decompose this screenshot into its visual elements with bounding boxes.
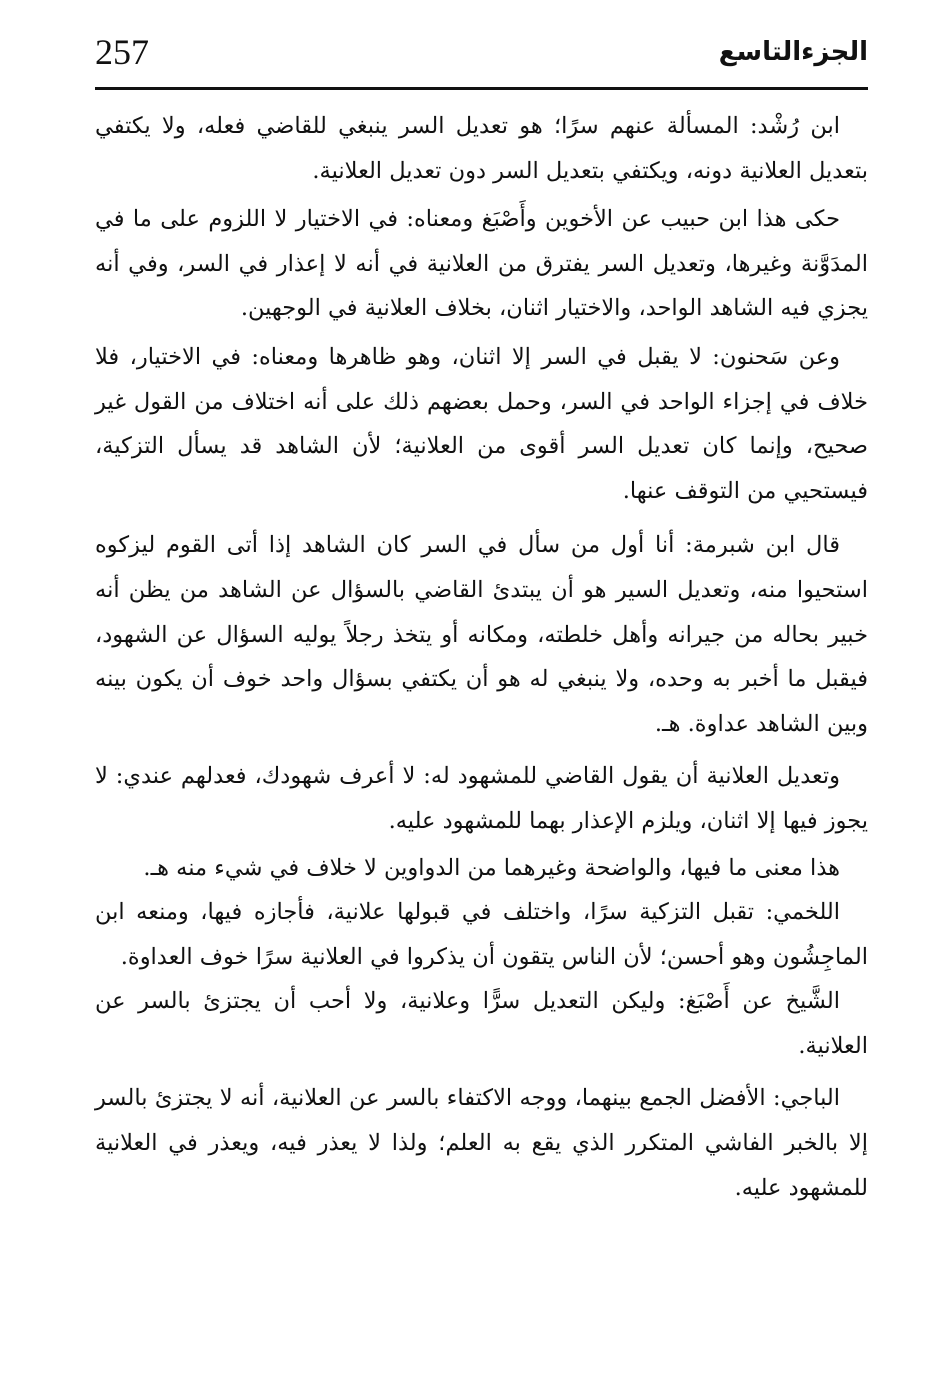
body-text [95, 104, 868, 1210]
running-title: الجزءالتاسع [718, 37, 868, 67]
paragraph: اللخمي: تقبل التزكية سرًا، واختلف في قبولها علانية، فأجازه فيها، ومنعه ابن الماجِشُون وهو أحسن؛ لأن الناس يتقون أن يذكروا في العلانية سرًا خوف العداوة. [95, 899, 868, 970]
paragraph: الشَّيخ عن أَصْبَغ: وليكن التعديل سرًّا وعلانية، ولا أحب أن يجتزئ بالسر عن العلانية. [95, 988, 868, 1059]
page-number: 257 [95, 32, 149, 72]
paragraph: وعن سَحنون: لا يقبل في السر إلا اثنان، وهو ظاهرها ومعناه: في الاختيار، فلا خلاف في إجزاء الواحد في السر، وحمل بعضهم ذلك على أنه اختلاف من القول غير صحيح، وإنما كان تعديل السر أقوى من العلانية؛ لأن الشاهد قد يسأل التزكية، فيستحيي من التوقف عنها. [95, 343, 868, 504]
paragraph: هذا معنى ما فيها، والواضحة وغيرهما من الدواوين لا خلاف في شيء منه هـ. [143, 854, 840, 881]
paragraph: وتعديل العلانية أن يقول القاضي للمشهود له: لا أعرف شهودك، فعدلهم عندي: لا يجوز فيها إلا اثنان، ويلزم الإعذار بهما للمشهود عليه. [95, 763, 868, 834]
paragraph: حكى هذا ابن حبيب عن الأخوين وأَصْبَغ ومعناه: في الاختيار لا اللزوم على ما في المدَوَّنة وغيرها، وتعديل السر يفترق من العلانية في أنه لا إعذار في السر، وفي أنه يجزي فيه الشاهد الواحد، والاختيار اثنان، بخلاف العلانية في الوجهين. [95, 206, 868, 322]
paragraph: قال ابن شبرمة: أنا أول من سأل في السر كان الشاهد إذا أتى القوم ليزكوه استحيوا منه، وتعديل السير هو أن يبتدئ القاضي بالسؤال عن الشاهد من يظن أنه خبير بحاله من جيرانه وأهل خلطته، ومكانه أو يتخذ رجلاً يوليه السؤال عن الشهود، فيقبل ما أخبر به وحده، ولا ينبغي له هو أن يكتفي بسؤال واحد خوف أن يكون بينه وبين الشاهد عداوة. هـ. [95, 532, 868, 737]
paragraph: ابن رُشْد: المسألة عنهم سرًا؛ هو تعديل السر ينبغي للقاضي فعله، ولا يكتفي بتعديل العلانية دونه، ويكتفي بتعديل السر دون تعديل العلانية. [95, 113, 868, 184]
header-divider [95, 87, 868, 90]
page-header [95, 28, 868, 86]
paragraph: الباجي: الأفضل الجمع بينهما، ووجه الاكتفاء بالسر عن العلانية، أنه لا يجتزئ بالسر إلا بالخبر الفاشي المتكرر الذي يقع به العلم؛ ولذا لا يعذر فيه، ويعذر في العلانية للمشهود عليه. [95, 1085, 868, 1201]
